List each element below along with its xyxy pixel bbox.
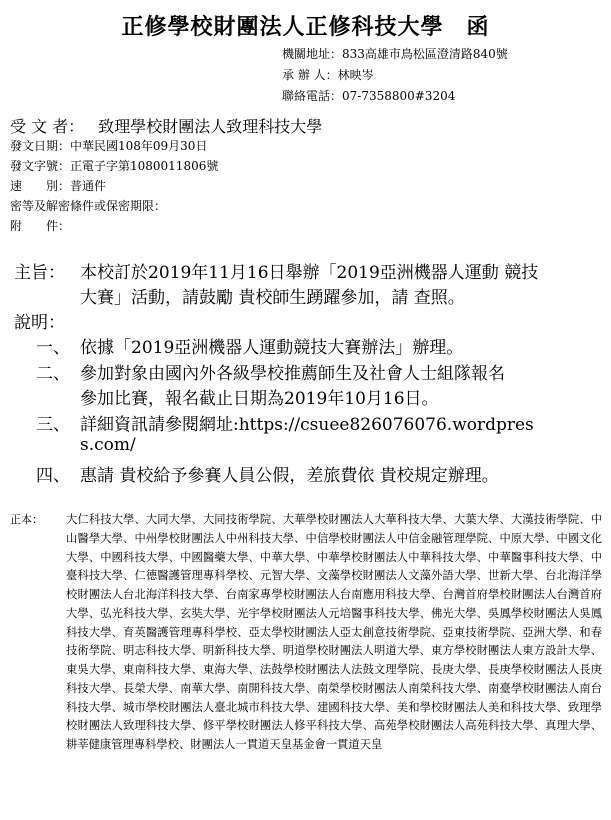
item-number: 四、 xyxy=(36,466,70,486)
item-line: 參加比賽，報名截止日期為2019年10月16日。 xyxy=(80,389,439,409)
subject-line-1: 本校訂於2019年11月16日舉辦「2019亞洲機器人運動 競技 xyxy=(80,263,539,283)
reference-number: 發文字號：正電子字第1080011806號 xyxy=(10,159,219,173)
copies-recipient-list: 大仁科技大學、大同大學、大同技術學院、大華學校財團法人大華科技大學、大葉大學、大漢技術學院、中山醫學大學、中州學校財團法人中州科技大學、中信學校財團法人中信金融管理學院、中原大學、中國文化大學、中國科技大學、中國醫藥大學、中華大學、中華學校財團法人中華科技大學、中華醫事科技大學、中臺科技大學、仁德醫護管理專科學校、元智大學、文藻學校財團法人文藻外語大學、世新大學、台北海洋學校財團法人台北海洋科技大學、台南家專學校財團法人台南應用科技大學、台灣首府學校財團法人台灣首府大學、弘光科技大學、玄奘大學、光宇學校財團法人元培醫事科技大學、佛光大學、吳鳳學校財團法人吳鳳科技大學、育英醫護管理專科學校、亞太學校財團法人亞太創意技術學院、亞東技術學院、亞洲大學、和春技術學院、明志科技大學、明新科技大學、明道學校財團法人明道大學、東方學校財團法人東方設計大學、東吳大學、東南科技大學、東海大學、法鼓學校財團法人法鼓文理學院、長庚大學、長庚學校財團法人長庚科技大學、長榮大學、南華大學、南開科技大學、南榮學校財團法人南榮科技大學、南臺學校財團法人南台科技大學、城市學校財團法人臺北城市科技大學、建國科技大學、美和學校財團法人美和科技大學、致理學校財團法人致理科技大學、修平學校財團法人修平科技大學、高苑學校財團法人高苑科技大學、真理大學、耕莘健康管理專科學校、財團法人一貫道天皇基金會一貫道天皇 xyxy=(66,513,602,751)
subject-line-2: 大賽」活動，請鼓勵 貴校師生踴躍參加，請 查照。 xyxy=(80,288,465,308)
document-title: 正修學校財團法人正修科技大學 函 xyxy=(121,14,490,40)
item-number: 三、 xyxy=(36,415,70,435)
explanation-label: 說明： xyxy=(14,313,65,333)
item-line: 參加對象由國內外各級學校推薦師生及社會人士組隊報名 xyxy=(80,364,505,384)
attachment-label: 附 件： xyxy=(10,219,71,233)
issue-date: 發文日期：中華民國108年09月30日 xyxy=(10,139,208,153)
item-number: 一、 xyxy=(36,338,70,358)
secrecy-level: 密等及解密條件或保密期限： xyxy=(10,199,167,213)
recipient-row xyxy=(10,114,322,137)
contact-phone: 聯絡電話：07-7358800#3204 xyxy=(282,89,456,103)
agency-address: 機關地址：833高雄市鳥松區澄清路840號 xyxy=(282,47,508,61)
item-number: 二、 xyxy=(36,364,70,384)
subject-label: 主旨： xyxy=(14,263,65,283)
item-line: 詳細資訊請參閱網址:https://csuee826076076.wordpres xyxy=(80,415,534,435)
contact-person: 承 辦 人：林映岑 xyxy=(282,68,374,82)
copies-label: 正本： xyxy=(10,513,43,526)
item-line: 惠請 貴校給予參賽人員公假，差旅費依 貴校規定辦理。 xyxy=(80,466,499,486)
item-line: s.com/ xyxy=(80,435,136,455)
item-line: 依據「2019亞洲機器人運動競技大賽辦法」辦理。 xyxy=(80,338,464,358)
recipient-name: 致理學校財團法人致理科技大學 xyxy=(98,117,323,136)
delivery-speed: 速 別：普通件 xyxy=(10,179,107,193)
recipient-label: 受 文 者： xyxy=(10,117,85,136)
